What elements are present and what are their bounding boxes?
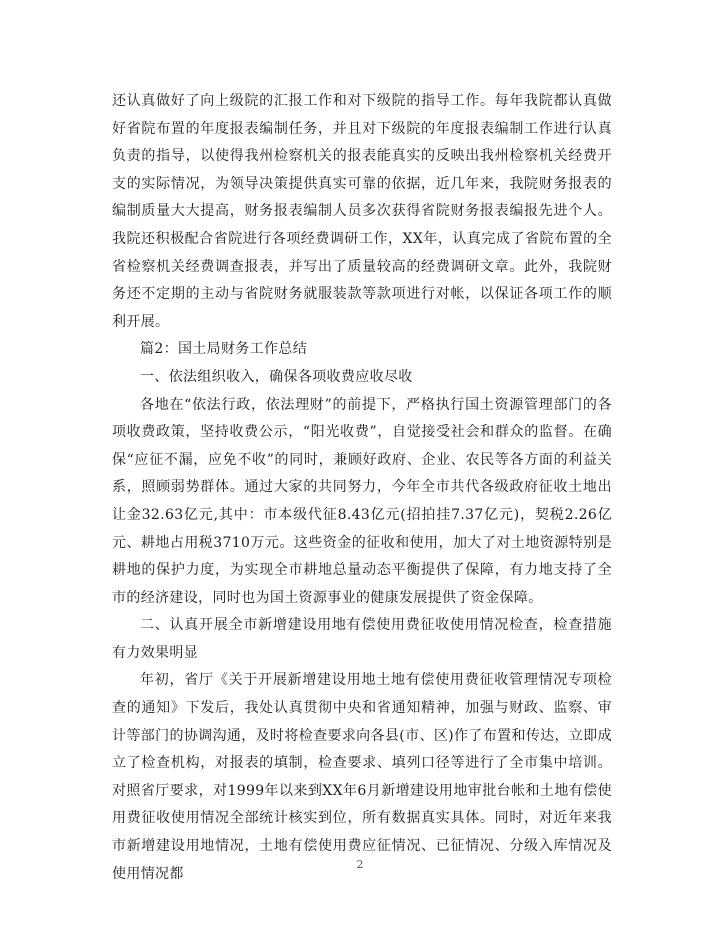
document-body (112, 88, 612, 888)
paragraph-inspection: 年初，省厅《关于开展新增建设用地土地有偿使用费征收管理情况专项检查的通知》下发后，我处认真贯彻中央和省通知精神，加强与财政、监察、审计等部门的协调沟通，及时将检查要求向各县(市、区)作了布置和传达，立即成立了检查机构，对报表的填制，检查要求、填列口径等进行了全市集中培训。对照省厅要求，对1999年以来到XX年6月新增建设用地审批台帐和土地有偿使用费征收使用情况全部统计核实到位，所有数据真实具体。同时，对近年来我市新增建设用地情况，土地有偿使用费应征情况、已征情况、分级入库情况及使用情况都 (112, 672, 612, 882)
subheading-1: 一、依法组织收入，确保各项收费应收尽收 (140, 368, 413, 385)
section-heading-article-2: 篇2：国土局财务工作总结 (140, 341, 308, 358)
subheading-2: 二、认真开展全市新增建设用地有偿使用费征收使用情况检查，检查措施有力效果明显 (112, 617, 612, 661)
paragraph-revenue: 各地在“依法行政，依法理财”的前提下，严格执行国土资源管理部门的各项收费政策，坚持收费公示，“阳光收费”，自觉接受社会和群众的监督。在确保“应征不漏，应免不收”的同时，兼顾好政府、企业、农民等各方面的利益关系，照顾弱势群体。通过大家的共同努力，今年全市共代各级政府征收土地出让金32.63亿元,其中：市本级代征8.43亿元(招拍挂7.37亿元)，契税2.26亿元、耕地占用税3710万元。这些资金的征收和使用，加大了对土地资源特别是耕地的保护力度，为实现全市耕地总量动态平衡提供了保障，有力地支持了全市的经济建设，同时也为国土资源事业的健康发展提供了资金保障。 (112, 396, 612, 606)
page-number: 2 (356, 858, 364, 871)
paragraph-continuation: 还认真做好了向上级院的汇报工作和对下级院的指导工作。每年我院都认真做好省院布置的年度报表编制任务，并且对下级院的年度报表编制工作进行认真负责的指导，以使得我州检察机关的报表能真实的反映出我州检察机关经费开支的实际情况，为领导决策提供真实可靠的依据，近几年来，我院财务报表的编制质量大大提高，财务报表编制人员多次获得省院财务报表编报先进个人。我院还积极配合省院进行各项经费调研工作，XX年，认真完成了省院布置的全省检察机关经费调查报表，并写出了质量较高的经费调研文章。此外，我院财务还不定期的主动与省院财务就服装款等款项进行对帐，以保证各项工作的顺利开展。 (112, 93, 612, 330)
